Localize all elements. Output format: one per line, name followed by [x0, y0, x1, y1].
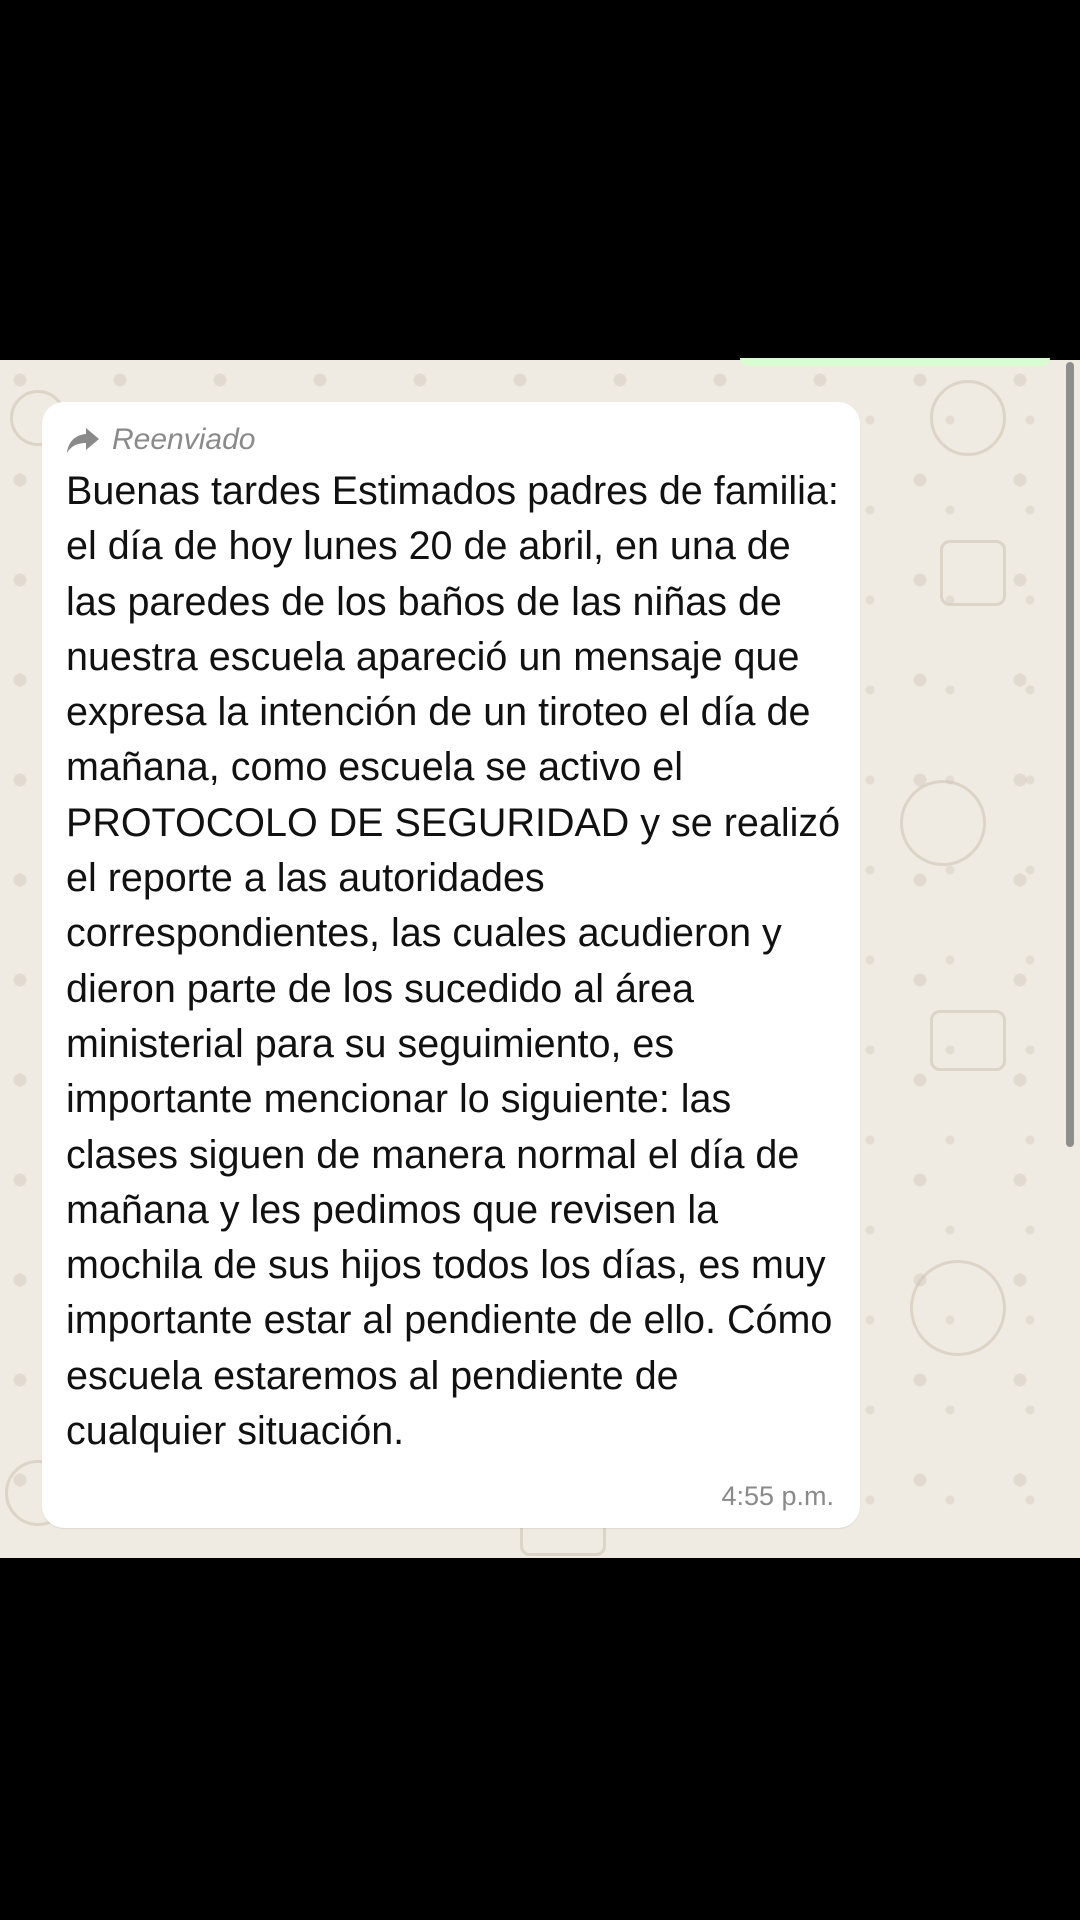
wallpaper-doodle [930, 380, 1006, 456]
wallpaper-doodle [900, 780, 986, 866]
wallpaper-doodle [910, 1260, 1006, 1356]
wallpaper-doodle [930, 1010, 1006, 1071]
scrollbar[interactable] [1066, 362, 1074, 1147]
forward-arrow-icon [66, 426, 100, 454]
message-text: Buenas tardes Estimados padres de familia: el día de hoy lunes 20 de abril, en una de las paredes de los baños de las niñas de nuestra escuela apareció un mensaje que expresa la intención de un tiroteo el día de mañana, como escuela se activo el PROTOCOLO DE SEGURIDAD y se realizó el reporte a las autoridades correspondientes, las cuales acudieron y dieron parte de los sucedido al área ministerial para su seguimiento, es importante mencionar lo siguiente: las clases siguen de manera normal el día de mañana y les pedimos que revisen la mochila de sus hijos todos los días, es muy importante estar al pendiente de ello. Cómo escuela estaremos al pendiente de cualquier situación. [66, 469, 841, 1454]
forwarded-indicator [66, 418, 255, 462]
forwarded-label: Reenviado [112, 423, 256, 456]
message-timestamp: 4:55 p.m. [721, 1481, 834, 1511]
bottom-letterbox [0, 1558, 1080, 1920]
wallpaper-doodle [940, 540, 1006, 606]
top-letterbox [0, 0, 1080, 360]
message-bubble[interactable] [42, 402, 860, 1528]
previous-outgoing-bubble [740, 358, 1050, 366]
